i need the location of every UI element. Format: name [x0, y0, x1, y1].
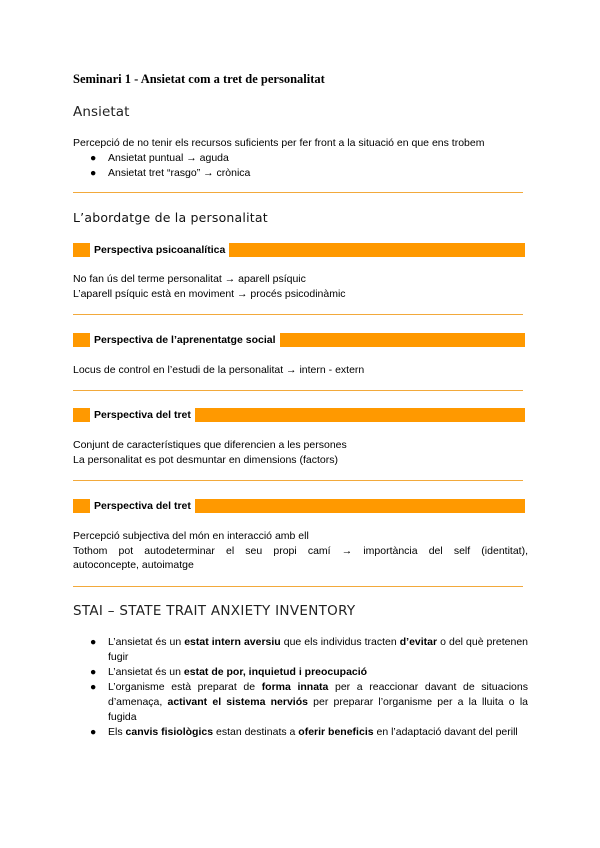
- bullet-icon: ●: [90, 636, 97, 648]
- heading-abordatge: L’abordatge de la personalitat: [73, 210, 268, 225]
- divider: [73, 192, 523, 193]
- section-line: autoconcepte, autoimatge: [73, 559, 194, 571]
- bullet-icon: ●: [90, 726, 97, 738]
- section-line: Conjunt de característiques que diferencien a les persones: [73, 439, 347, 451]
- section-line: Tothom pot autodeterminar el seu propi camí → importància del self (identitat),: [73, 545, 528, 557]
- heading-stai: STAI – STATE TRAIT ANXIETY INVENTORY: [73, 603, 356, 619]
- bullet-icon: ●: [90, 666, 97, 678]
- section-line: No fan ús del terme personalitat → aparell psíquic: [73, 273, 306, 285]
- bullet-icon: ●: [90, 681, 97, 693]
- list-item: ● L’ansietat és un estat de por, inquietud i preocupació: [90, 666, 368, 678]
- bullet-icon: ●: [90, 152, 97, 164]
- section-line: Percepció subjectiva del món en interacció amb ell: [73, 530, 309, 542]
- list-item: ● L’ansietat és un estat intern aversiu que els individus tracten d’evitar o del què pretenen fugir: [90, 636, 529, 663]
- divider: [73, 314, 523, 315]
- section-label: Perspectiva del tret: [90, 409, 195, 421]
- section-line: Locus de control en l’estudi de la personalitat → intern - extern: [73, 364, 365, 376]
- ansietat-bullet-list: [90, 151, 250, 180]
- section-band-tret-2: [73, 499, 525, 513]
- list-item: ● Els canvis fisiològics estan destinats a oferir beneficis en l’adaptació davant del perill: [90, 726, 518, 738]
- ansietat-definition: Percepció de no tenir els recursos suficients per fer front a la situació en que ens trobem: [73, 137, 485, 149]
- list-item: ● Ansietat tret “rasgo” → crònica: [90, 166, 251, 179]
- section-band-aprenentatge-social: [73, 333, 525, 347]
- list-item: ● L’organisme està preparat de forma innata per a reaccionar davant de situacions d’amenaça, activant el sistema nerviós per preparar l’organisme per a la lluita o la fugida: [90, 681, 529, 723]
- bullet-icon: ●: [90, 166, 97, 179]
- section-band-tret: [73, 408, 525, 422]
- section-line: L’aparell psíquic està en moviment → procés psicodinàmic: [73, 288, 346, 300]
- heading-ansietat: Ansietat: [73, 104, 130, 120]
- section-label: Perspectiva de l’aprenentatge social: [90, 334, 280, 346]
- divider: [73, 586, 523, 587]
- section-line: La personalitat es pot desmuntar en dimensions (factors): [73, 454, 338, 466]
- section-label: Perspectiva psicoanalítica: [90, 244, 229, 256]
- section-label: Perspectiva del tret: [90, 500, 195, 512]
- divider: [73, 480, 523, 481]
- divider: [73, 390, 523, 391]
- document-title: Seminari 1 - Ansietat com a tret de personalitat: [73, 72, 325, 86]
- list-item: ● Ansietat puntual → aguda: [90, 152, 229, 164]
- stai-bullet-list: [73, 635, 528, 740]
- section-band-psicoanalitica: [73, 243, 525, 257]
